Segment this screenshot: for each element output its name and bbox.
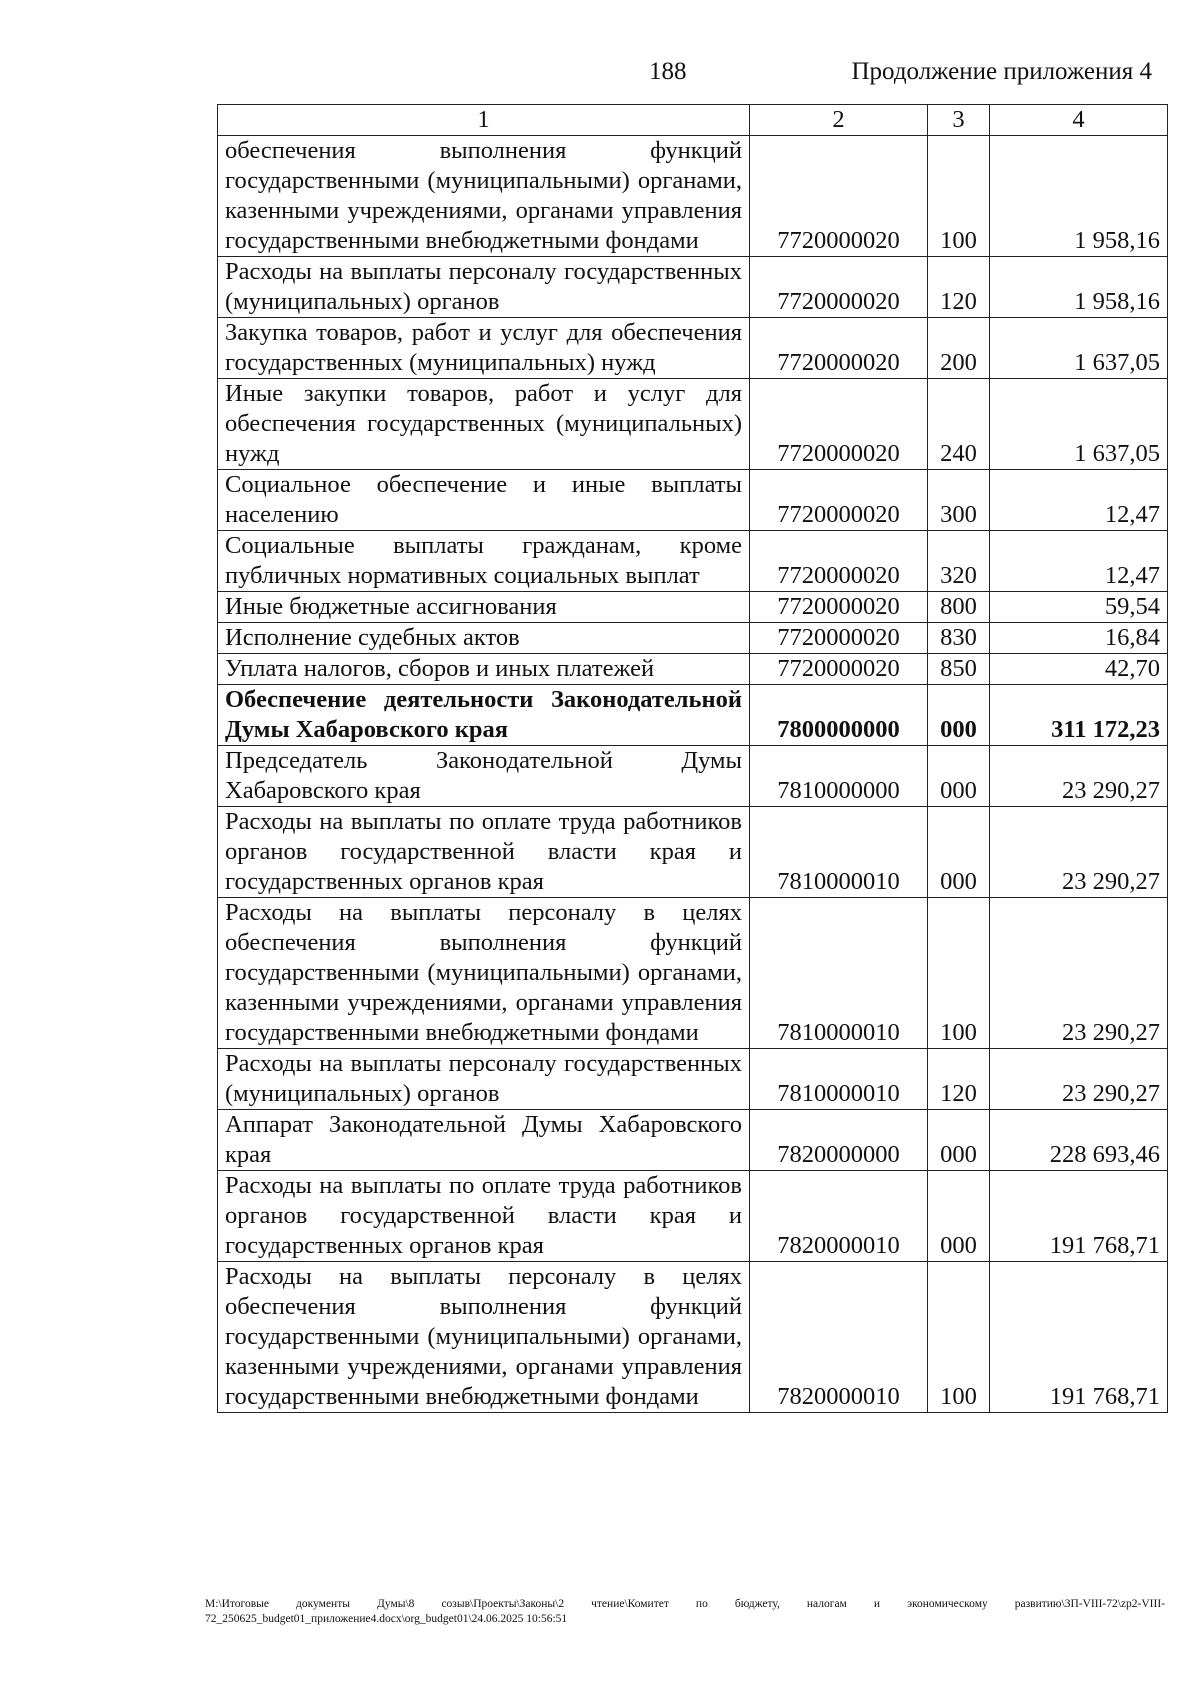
budget-table (217, 104, 1168, 1413)
row-name-cell: Социальные выплаты гражданам, кроме публичных нормативных социальных выплат (218, 531, 750, 592)
row-amount-cell: 23 290,27 (990, 1049, 1168, 1110)
table-row (218, 257, 1168, 318)
row-amount-cell: 42,70 (990, 654, 1168, 685)
row-name-cell: Иные закупки товаров, работ и услуг для обеспечения государственных (муниципальных) нужд (218, 379, 750, 470)
table-row (218, 898, 1168, 1049)
table-row (218, 318, 1168, 379)
row-code-cell: 7820000010 (750, 1262, 928, 1413)
row-kind-cell: 000 (928, 746, 990, 807)
row-amount-cell: 23 290,27 (990, 807, 1168, 898)
row-code-cell: 7800000000 (750, 685, 928, 746)
row-name-cell: Обеспечение деятельности Законодательной Думы Хабаровского края (218, 685, 750, 746)
row-name-cell: Закупка товаров, работ и услуг для обеспечения государственных (муниципальных) нужд (218, 318, 750, 379)
row-kind-cell: 000 (928, 1110, 990, 1171)
row-code-cell: 7820000010 (750, 1171, 928, 1262)
row-name-cell: Социальное обеспечение и иные выплаты населению (218, 470, 750, 531)
table-row (218, 654, 1168, 685)
row-kind-cell: 000 (928, 1171, 990, 1262)
row-kind-cell: 300 (928, 470, 990, 531)
row-code-cell: 7820000000 (750, 1110, 928, 1171)
row-kind-cell: 120 (928, 1049, 990, 1110)
row-name-cell: Расходы на выплаты персоналу в целях обеспечения выполнения функций государственными (муниципальными) органами, казенными учреждениями, органами управления государственными внебюджетными фондами (218, 1262, 750, 1413)
row-amount-cell: 228 693,46 (990, 1110, 1168, 1171)
row-amount-cell: 191 768,71 (990, 1262, 1168, 1413)
row-kind-cell: 830 (928, 623, 990, 654)
appendix-label: Продолжение приложения 4 (851, 58, 1152, 85)
table-row (218, 807, 1168, 898)
row-name-cell: Расходы на выплаты персоналу государственных (муниципальных) органов (218, 257, 750, 318)
row-kind-cell: 240 (928, 379, 990, 470)
row-amount-cell: 1 637,05 (990, 318, 1168, 379)
row-code-cell: 7720000020 (750, 257, 928, 318)
table-header-row (218, 105, 1168, 136)
row-amount-cell: 59,54 (990, 592, 1168, 623)
table-row (218, 136, 1168, 257)
row-name-cell: Председатель Законодательной Думы Хабаровского края (218, 746, 750, 807)
row-code-cell: 7720000020 (750, 654, 928, 685)
table-row (218, 379, 1168, 470)
row-name-cell: Уплата налогов, сборов и иных платежей (218, 654, 750, 685)
row-amount-cell: 16,84 (990, 623, 1168, 654)
row-code-cell: 7810000010 (750, 807, 928, 898)
row-kind-cell: 000 (928, 807, 990, 898)
row-name-cell: Расходы на выплаты по оплате труда работников органов государственной власти края и государственных органов края (218, 1171, 750, 1262)
row-name-cell: Исполнение судебных актов (218, 623, 750, 654)
row-name-cell: Расходы на выплаты персоналу государственных (муниципальных) органов (218, 1049, 750, 1110)
table-row (218, 470, 1168, 531)
row-amount-cell: 1 637,05 (990, 379, 1168, 470)
row-name-cell: Расходы на выплаты по оплате труда работников органов государственной власти края и государственных органов края (218, 807, 750, 898)
row-kind-cell: 000 (928, 685, 990, 746)
row-kind-cell: 100 (928, 1262, 990, 1413)
table-row (218, 1049, 1168, 1110)
table-row (218, 1262, 1168, 1413)
column-header: 3 (928, 105, 990, 136)
row-name-cell: Расходы на выплаты персоналу в целях обеспечения выполнения функций государственными (муниципальными) органами, казенными учреждениями, органами управления государственными внебюджетными фондами (218, 898, 750, 1049)
row-name-cell: обеспечения выполнения функций государственными (муниципальными) органами, казенными учреждениями, органами управления государственными внебюджетными фондами (218, 136, 750, 257)
row-kind-cell: 100 (928, 136, 990, 257)
row-code-cell: 7720000020 (750, 623, 928, 654)
row-kind-cell: 850 (928, 654, 990, 685)
row-kind-cell: 320 (928, 531, 990, 592)
row-name-cell: Иные бюджетные ассигнования (218, 592, 750, 623)
row-kind-cell: 800 (928, 592, 990, 623)
row-amount-cell: 311 172,23 (990, 685, 1168, 746)
table-row (218, 1171, 1168, 1262)
row-amount-cell: 12,47 (990, 531, 1168, 592)
table-row (218, 623, 1168, 654)
column-header: 1 (218, 105, 750, 136)
page-number: 188 (649, 58, 687, 85)
table-body (218, 136, 1168, 1413)
row-code-cell: 7720000020 (750, 592, 928, 623)
row-code-cell: 7720000020 (750, 379, 928, 470)
row-amount-cell: 1 958,16 (990, 257, 1168, 318)
row-code-cell: 7720000020 (750, 318, 928, 379)
row-amount-cell: 12,47 (990, 470, 1168, 531)
row-name-cell: Аппарат Законодательной Думы Хабаровского края (218, 1110, 750, 1171)
row-code-cell: 7720000020 (750, 136, 928, 257)
row-code-cell: 7810000000 (750, 746, 928, 807)
row-kind-cell: 120 (928, 257, 990, 318)
row-kind-cell: 200 (928, 318, 990, 379)
row-code-cell: 7810000010 (750, 1049, 928, 1110)
row-code-cell: 7810000010 (750, 898, 928, 1049)
row-amount-cell: 23 290,27 (990, 898, 1168, 1049)
table-row (218, 746, 1168, 807)
row-amount-cell: 1 958,16 (990, 136, 1168, 257)
row-amount-cell: 191 768,71 (990, 1171, 1168, 1262)
table-row (218, 1110, 1168, 1171)
table-row (218, 592, 1168, 623)
row-amount-cell: 23 290,27 (990, 746, 1168, 807)
row-kind-cell: 100 (928, 898, 990, 1049)
row-code-cell: 7720000020 (750, 531, 928, 592)
column-header: 4 (990, 105, 1168, 136)
document-path-footer: M:\Итоговые документы Думы\8 созыв\Проекты\Законы\2 чтение\Комитет по бюджету, налогам и экономическому развитию\ЗП-VIII-72\zp2-VIII-72_250625_budget01_приложение4.docx\org_budget01\24.06.2025 10:56:51 (205, 1598, 1165, 1625)
column-header: 2 (750, 105, 928, 136)
table-row (218, 531, 1168, 592)
table-row (218, 685, 1168, 746)
row-code-cell: 7720000020 (750, 470, 928, 531)
